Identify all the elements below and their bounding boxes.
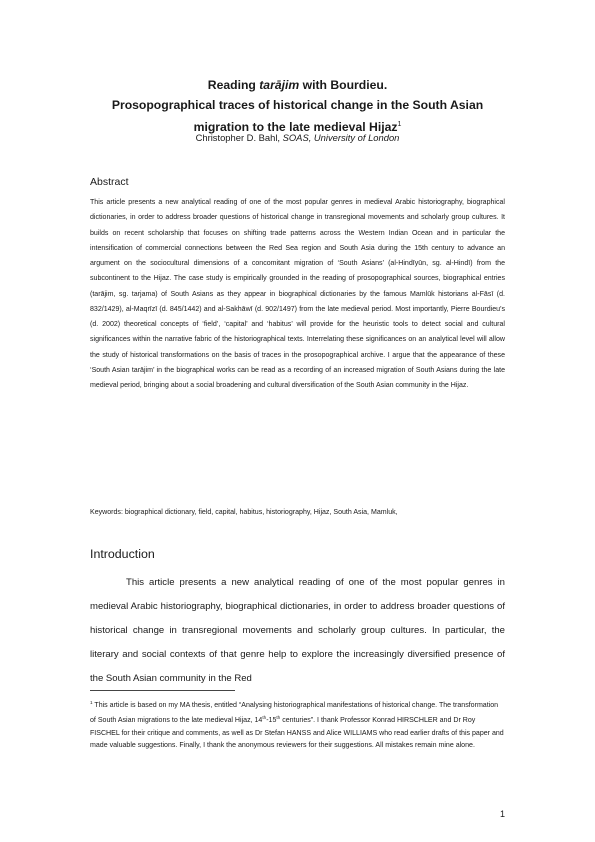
footnote-marker: 1 xyxy=(90,700,93,705)
footnote-separator xyxy=(90,690,235,691)
footnote-text-1: This article is based on my MA thesis, entitled “Analysing historiographical manifestations of historical change. The transformation of South Asian migrations to the late medieval Hijaz, 14 xyxy=(90,702,499,725)
footnote-text-2: centuries”. I thank Professor Konrad HIRSCHLER and Dr Roy FISCHEL for their critique and comments, as well as Dr Stefan HANSS and Alice WILLIAMS who read earlier drafts of this paper and made valuable suggestions. Finally, I thank the anonymous reviewers for their suggestions. All mistakes remain mine alone. xyxy=(90,717,504,749)
author-line xyxy=(60,131,535,144)
title-footnote-marker[interactable]: 1 xyxy=(397,121,402,128)
page-number: 1 xyxy=(499,809,505,819)
title-line-1 xyxy=(60,75,535,95)
abstract-text: This article presents a new analytical reading of one of the most popular genres in medieval Arabic historiography, biographical dictionaries, in order to address broader questions of historical change in transregional movements and scholarly group cultures. It builds on recent scholarship that focuses on shifting trade patterns across the Western Indian Ocean and in particular the intensification of commercial connections between the Red Sea region and South Asia during the 15th century to advance an argument on the sociocultural dimensions of a concomitant migration of ‘South Asians’ (al-Hindīyūn, sg. al-Hindī) from the subcontinent to the Hijaz. The case study is empirically grounded in the reading of prosopographical sources, biographical entries (tarājim, sg. tarjama) of South Asians as they appear in biographical dictionaries by the famous Mamlūk historians al-Fāsī (d. 832/1429), al-Maqrīzī (d. 845/1442) and al-Sakhāwī (d. 902/1497) from the late medieval period. Most importantly, Pierre Bourdieu’s (d. 2002) theoretical concepts of ‘field’, ‘capital’ and ‘habitus’ will provide for the heuristic tools to detect social and cultural significances within the narrative fabric of the historiographical texts. Interrelating these significances on an analytical level will allow the study of historical transformations on the basis of traces in the prosopographical archive. I argue that the appearance of these ‘South Asian tarājim’ in the biographical works can be read as a recording of an increased migration of South Asians during the late medieval period, bringing about a social broadening and cultural diversification of the South Asian community in the Hijaz. xyxy=(90,199,505,389)
introduction-paragraph: This article presents a new analytical reading of one of the most popular genres in medieval Arabic historiography, biographical dictionaries, in order to address broader questions of historical change in transregional movements and scholarly group cultures. In particular, the literary and social contexts of that genre help to explore the increasingly diversified presence of the South Asian community in the Red xyxy=(90,577,505,684)
author-affiliation: SOAS, University of London xyxy=(282,132,400,143)
introduction-heading: Introduction xyxy=(90,547,155,561)
abstract-heading: Abstract xyxy=(90,176,129,188)
title-line-1-italic: tarājim xyxy=(259,78,300,92)
author-name: Christopher D. Bahl, xyxy=(195,132,283,143)
title-line-1-pre: Reading xyxy=(207,78,260,92)
title-line-1-post: with Bourdieu. xyxy=(299,78,388,92)
footnote-sup-1: th xyxy=(262,715,267,721)
footnote-dash: -15 xyxy=(266,717,277,725)
title-line-3-text: migration to the late medieval Hijaz xyxy=(193,120,398,134)
introduction-text xyxy=(90,571,505,691)
keywords: Keywords: biographical dictionary, field, capital, habitus, historiography, Hijaz, South Asia, Mamluk, xyxy=(90,509,398,516)
title-line-2: Prosopographical traces of historical change in the South Asian xyxy=(111,98,484,112)
footnote-sup-2: th xyxy=(276,715,281,721)
footnote xyxy=(90,697,505,752)
paper-title xyxy=(60,75,535,137)
